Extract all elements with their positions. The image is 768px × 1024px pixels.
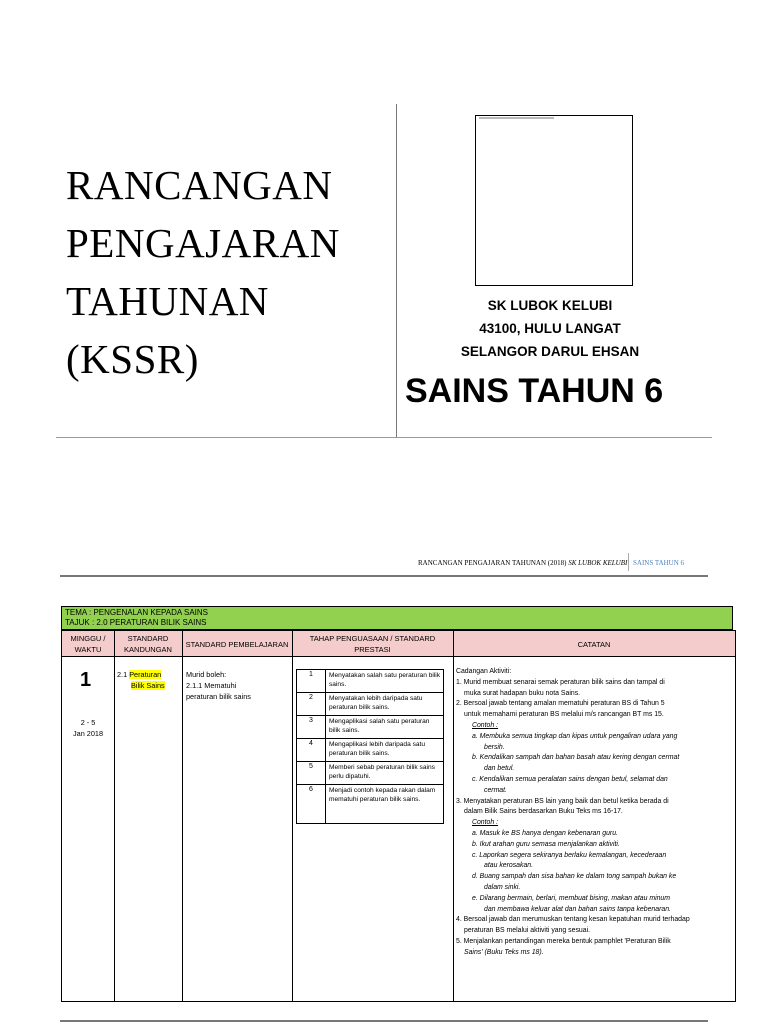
example-item-cont: dan betul. [484,765,515,773]
example-item: c. Kendalikan semua peralatan sains dengan betul, selamat dan [472,775,668,783]
example-item-cont: dan membawa keluar alat dan bahan sains tanpa kebenaran. [484,905,671,913]
page-header-separator [628,553,629,571]
tp-level: 3 [309,717,313,724]
example-item: a. Masuk ke BS hanya dengan kebenaran guru. [472,829,618,837]
page-header-rule [60,575,708,577]
header-catatan: CATATAN [577,639,611,649]
standard-pembelajaran-cell [186,669,251,702]
example-item: e. Dilarang bermain, berlari, membuat bising, makan atau minum [472,894,671,902]
cover-title-line: PENGAJARAN [66,220,340,266]
activity-4-cont: peraturan BS melalui aktiviti yang sesuai. [464,927,591,935]
column-divider [453,631,454,1001]
cover-horizontal-divider [56,437,712,438]
page-header-school: SK LUBOK KELUBI [568,559,628,567]
week-dates-range: 2 - 5 [80,718,96,727]
example-item-cont: bersih. [484,743,505,751]
sk-title-line2: Bilik Sains [131,681,165,690]
example-item-cont: cermat. [484,786,507,794]
activity-2-cont: untuk memahami peraturan BS melalui m/s rancangan BT ms 15. [464,711,664,719]
example-item: b. Ikut arahan guru semasa menjalankan aktiviti. [472,840,620,848]
tp-level: 5 [309,763,313,770]
activity-3-cont: dalam Bilik Sains berdasarkan Buku Teks ms 16-17. [464,808,623,816]
example-heading: Contoh : [472,819,499,827]
sk-title-line1: Peraturan [129,670,162,679]
tp-level: 1 [309,671,313,678]
tp-description: Mengaplikasi salah satu peraturan bilik sains. [329,718,430,734]
example-item: d. Buang sampah dan sisa bahan ke dalam tong sampah bukan ke [472,873,677,881]
tp-description: Menyatakan lebih daripada satu peraturan bilik sains. [329,695,423,711]
activity-5: 5. Menjalankan pertandingan mereka bentuk pamphlet 'Peraturan Bilik [456,937,671,945]
example-item: b. Kendalikan sampah dan bahan basah atau kering dengan cermat [472,754,680,762]
week-dates [62,717,114,739]
example-heading: Contoh : [472,721,499,729]
cover-vertical-divider [396,104,397,438]
cover-title-line: RANCANGAN [66,162,333,208]
tp-level: 6 [309,786,313,793]
tp-row [297,739,443,762]
tp-row [297,785,443,823]
tp-description: Menyatakan salah satu peraturan bilik sains. [329,672,441,688]
page-header-right: SAINS TAHUN 6 [633,559,685,567]
week-number: 1 [80,669,92,691]
page-header-left [418,559,627,567]
standard-kandungan-cell [117,669,165,691]
example-item-cont: atau kerosakan. [484,862,534,870]
column-divider [114,631,115,1001]
tp-row [297,716,443,739]
catatan-heading: Cadangan Aktiviti: [456,668,512,675]
activity-1: 1. Murid membuat senarai semak peraturan bilik sains dan tampal di [456,678,665,686]
photo-placeholder [475,115,633,286]
activity-1-cont: muka surat hadapan buku nota Sains. [464,689,581,697]
activity-4: 4. Bersoal jawab dan merumuskan tentang kesan kepatuhan murid terhadap [456,916,690,924]
tp-row [297,693,443,716]
school-address-line1: 43100, HULU LANGAT [479,321,621,336]
activity-2: 2. Bersoal jawab tentang amalan mematuhi peraturan BS di Tahun 5 [456,700,665,708]
tp-description: Mengaplikasi lebih daripada satu peraturan bilik sains. [329,741,426,757]
cover-title-line: (KSSR) [66,336,199,382]
example-item: a. Membuka semua tingkap dan kipas untuk pengaliran udara yang [472,732,678,740]
cover-title [66,156,340,388]
subject-title: SAINS TAHUN 6 [405,372,664,410]
catatan-cell [456,667,730,959]
tp-table [296,669,444,824]
tp-row [297,762,443,785]
theme-bar [61,606,733,630]
activity-5-cont: Sains' (Buku Teks ms 18). [464,948,544,956]
sp-line2: peraturan bilik sains [186,692,251,701]
column-divider [182,631,183,1001]
sp-intro: Murid boleh: [186,670,227,679]
tp-level: 2 [309,694,313,701]
tp-description: Memberi sebab peraturan bilik sains perlu dipatuhi. [329,764,435,780]
page-footer-rule [60,1020,708,1022]
tp-level: 4 [309,740,313,747]
week-dates-month: Jan 2018 [72,729,104,738]
tp-row [297,670,443,693]
sp-line1: 2.1.1 Mematuhi [186,681,237,690]
activity-3: 3. Menyatakan peraturan BS lain yang baik dan betul ketika berada di [456,797,669,805]
tema-text: TEMA : PENGENALAN KEPADA SAINS [65,608,209,617]
tp-description: Menjadi contoh kepada rakan dalam mematuhi peraturan bilik sains. [329,787,436,803]
example-item-cont: dalam sinki. [484,883,521,891]
table-header-row [62,631,735,657]
header-standard-kandungan: STANDARD KANDUNGAN [124,634,172,654]
cover-title-line: TAHUNAN [66,278,269,324]
example-item: c. Laporkan segera sekiranya berlaku kemalangan, kecederaan [472,851,667,859]
school-address-line2: SELANGOR DARUL EHSAN [460,344,640,359]
header-standard-pembelajaran: STANDARD PEMBELAJARAN [185,639,289,649]
column-divider [292,631,293,1001]
tajuk-text: TAJUK : 2.0 PERATURAN BILIK SAINS [65,617,207,627]
header-tahap-penguasaan: TAHAP PENGUASAAN / STANDARD PRESTASI [309,634,436,654]
school-name: SK LUBOK KELUBI [487,298,613,313]
header-minggu: MINGGU / WAKTU [70,634,106,654]
page-header-doc-title: RANCANGAN PENGAJARAN TAHUNAN (2018) [418,559,567,567]
sk-code: 2.1 [117,670,128,679]
